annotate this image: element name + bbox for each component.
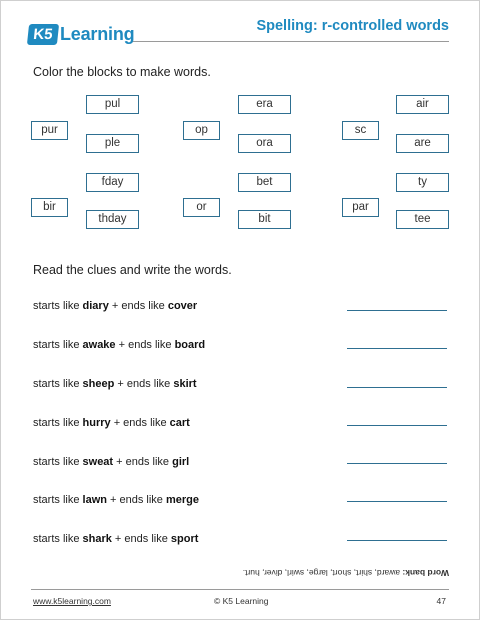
- word-bank-upside-down: [231, 568, 449, 578]
- answer-line[interactable]: [347, 387, 447, 388]
- clue-end-word: skirt: [173, 378, 197, 390]
- clue-end-word: board: [174, 339, 206, 351]
- word-block-base[interactable]: op: [183, 121, 220, 140]
- clue-start-word: diary: [82, 300, 109, 312]
- header-divider: [133, 41, 449, 42]
- clue-row: [33, 378, 197, 390]
- word-block-base[interactable]: bir: [31, 198, 68, 217]
- clue-text: starts like: [33, 300, 83, 312]
- clue-text: starts like: [33, 378, 83, 390]
- word-block-base[interactable]: or: [183, 198, 220, 217]
- clue-text: + ends like: [113, 456, 173, 468]
- answer-line[interactable]: [347, 540, 447, 541]
- footer-divider: [31, 589, 449, 590]
- answer-line[interactable]: [347, 501, 447, 502]
- word-block-top[interactable]: fday: [86, 173, 139, 192]
- word-block-bottom[interactable]: are: [396, 134, 449, 153]
- word-bank-label: Word bank:: [402, 568, 449, 578]
- answer-line[interactable]: [347, 348, 447, 349]
- word-block-bottom[interactable]: thday: [86, 210, 139, 229]
- word-block-base[interactable]: sc: [342, 121, 379, 140]
- answer-line[interactable]: [347, 425, 447, 426]
- word-bank-words: award, shirt, short, large, swirl, diver, hurt.: [242, 568, 403, 578]
- section2-instruction: Read the clues and write the words.: [33, 263, 232, 277]
- footer-page-number: 47: [436, 596, 446, 606]
- clue-start-word: sheep: [82, 378, 115, 390]
- footer-website-link[interactable]: www.k5learning.com: [33, 596, 111, 606]
- clue-text: + ends like: [114, 378, 174, 390]
- word-block-bottom[interactable]: tee: [396, 210, 449, 229]
- word-block-top[interactable]: era: [238, 95, 291, 114]
- logo-k5-mark: K5: [27, 24, 59, 45]
- page-title: Spelling: r-controlled words: [250, 18, 449, 34]
- word-block-top[interactable]: air: [396, 95, 449, 114]
- clue-start-word: shark: [82, 533, 112, 545]
- clue-end-word: girl: [172, 456, 190, 468]
- clue-start-word: awake: [82, 339, 116, 351]
- answer-line[interactable]: [347, 310, 447, 311]
- logo-wordmark: Learning: [60, 23, 135, 44]
- word-block-base[interactable]: par: [342, 198, 379, 217]
- clue-text: + ends like: [115, 339, 175, 351]
- clue-row: [33, 300, 197, 312]
- clue-text: starts like: [33, 417, 83, 429]
- clue-row: [33, 417, 190, 429]
- word-block-bottom[interactable]: ora: [238, 134, 291, 153]
- footer-copyright: © K5 Learning: [214, 596, 269, 606]
- clue-text: starts like: [33, 494, 83, 506]
- clue-text: + ends like: [108, 300, 168, 312]
- clue-end-word: cover: [167, 300, 198, 312]
- word-block-bottom[interactable]: bit: [238, 210, 291, 229]
- word-block-top[interactable]: ty: [396, 173, 449, 192]
- clue-row: [33, 339, 205, 351]
- clue-start-word: sweat: [82, 456, 114, 468]
- clue-end-word: merge: [165, 494, 200, 506]
- clue-text: starts like: [33, 339, 83, 351]
- clue-text: starts like: [33, 456, 83, 468]
- k5-learning-logo: [28, 23, 134, 45]
- clue-row: [33, 533, 198, 545]
- clue-text: + ends like: [111, 533, 171, 545]
- answer-line[interactable]: [347, 463, 447, 464]
- word-block-base[interactable]: pur: [31, 121, 68, 140]
- clue-row: [33, 456, 189, 468]
- clue-start-word: hurry: [82, 417, 111, 429]
- word-block-bottom[interactable]: ple: [86, 134, 139, 153]
- clue-text: + ends like: [110, 417, 170, 429]
- clue-start-word: lawn: [82, 494, 107, 506]
- word-block-top[interactable]: pul: [86, 95, 139, 114]
- clue-text: + ends like: [106, 494, 166, 506]
- word-block-top[interactable]: bet: [238, 173, 291, 192]
- clue-end-word: sport: [170, 533, 199, 545]
- section1-instruction: Color the blocks to make words.: [33, 65, 211, 79]
- clue-text: starts like: [33, 533, 83, 545]
- clue-row: [33, 494, 199, 506]
- clue-end-word: cart: [169, 417, 190, 429]
